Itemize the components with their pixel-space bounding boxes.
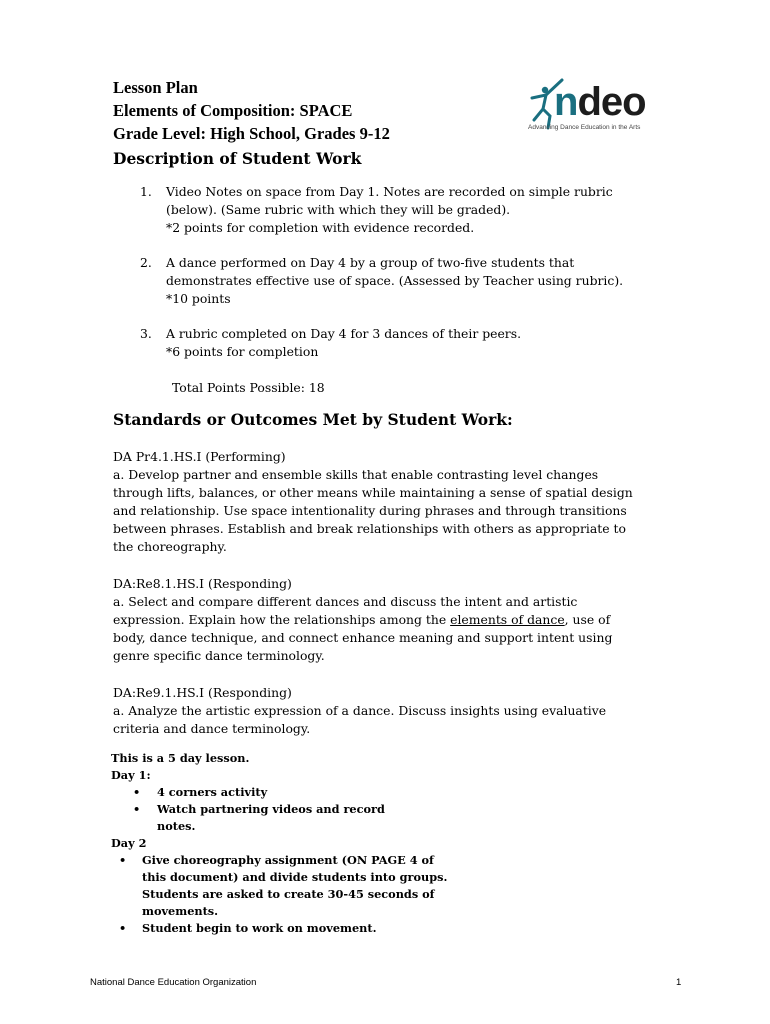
- logo-wordmark-rest: deo: [577, 80, 646, 124]
- list-item: [111, 852, 447, 920]
- list-item-line: demonstrates effective use of space. (Assessed by Teacher using rubric).: [166, 273, 624, 288]
- list-item-line: movements.: [142, 904, 219, 918]
- list-item-line: *10 points: [166, 291, 231, 306]
- standard-code: DA Pr4.1.HS.I (Performing): [113, 449, 286, 464]
- list-item-line: A dance performed on Day 4 by a group of two-five students that: [166, 255, 575, 270]
- standard-code: DA:Re9.1.HS.I (Responding): [113, 685, 292, 700]
- standard-line-text: , use of: [564, 612, 611, 627]
- standard-line: and relationship. Use space intentionality during phrases and through transitions: [113, 503, 627, 518]
- day-1-label: Day 1:: [111, 768, 151, 782]
- list-item: [140, 254, 660, 308]
- day-2-label: Day 2: [111, 836, 147, 850]
- footer-organization: National Dance Education Organization: [90, 977, 257, 988]
- list-item: [111, 784, 447, 801]
- standard-line: through lifts, balances, or other means while maintaining a sense of spatial design: [113, 485, 633, 500]
- standard-responding-re8: [113, 575, 653, 665]
- standard-code: DA:Re8.1.HS.I (Responding): [113, 576, 292, 591]
- standard-line: between phrases. Establish and break relationships with others as appropriate to: [113, 521, 626, 536]
- page-number: 1: [676, 977, 682, 988]
- list-item-line: (below). (Same rubric with which they will be graded).: [166, 202, 511, 217]
- standard-line: the choreography.: [113, 539, 227, 554]
- elements-of-dance-link[interactable]: elements of dance: [450, 612, 565, 627]
- description-title: Description of Student Work: [113, 149, 362, 168]
- list-item: [140, 183, 660, 237]
- lesson-outline: [111, 750, 447, 937]
- bullet-icon: •: [119, 853, 127, 867]
- list-item: [111, 920, 447, 937]
- list-item-number: 2.: [140, 255, 152, 270]
- standard-line: a. Analyze the artistic expression of a dance. Discuss insights using evaluative: [113, 703, 607, 718]
- standard-line: body, dance technique, and connect enhance meaning and support intent using: [113, 630, 613, 645]
- standards-title: Standards or Outcomes Met by Student Work:: [113, 410, 513, 429]
- list-item-line: *6 points for completion: [166, 344, 319, 359]
- list-item-number: 1.: [140, 184, 152, 199]
- list-item-line: A rubric completed on Day 4 for 3 dances of their peers.: [166, 326, 522, 341]
- total-points: Total Points Possible: 18: [172, 380, 325, 395]
- list-item-line: Watch partnering videos and record: [157, 802, 385, 816]
- list-item-number: 3.: [140, 326, 152, 341]
- logo-wordmark: [554, 80, 646, 124]
- standard-line-text: expression. Explain how the relationships among the: [113, 612, 451, 627]
- list-item-line: Students are asked to create 30-45 seconds of: [142, 887, 435, 901]
- standard-responding-re9: [113, 684, 653, 738]
- lesson-intro: This is a 5 day lesson.: [111, 751, 250, 765]
- header-line-lesson-plan: Lesson Plan: [113, 78, 198, 97]
- document-header: [113, 76, 390, 145]
- standard-line: a. Develop partner and ensemble skills that enable contrasting level changes: [113, 467, 599, 482]
- list-item-line: notes.: [157, 819, 196, 833]
- list-item: [140, 325, 660, 361]
- list-item-line: Video Notes on space from Day 1. Notes are recorded on simple rubric: [166, 184, 613, 199]
- standard-line: genre specific dance terminology.: [113, 648, 325, 663]
- standard-line: a. Select and compare different dances and discuss the intent and artistic: [113, 594, 578, 609]
- standard-line: criteria and dance terminology.: [113, 721, 311, 736]
- list-item-line: Student begin to work on movement.: [142, 921, 377, 935]
- list-item-line: *2 points for completion with evidence recorded.: [166, 220, 475, 235]
- logo-wordmark-n: n: [554, 80, 578, 124]
- list-item-line: this document) and divide students into groups.: [142, 870, 448, 884]
- header-line-grade: Grade Level: High School, Grades 9-12: [113, 124, 390, 143]
- standard-line: [113, 611, 653, 629]
- list-item: [111, 801, 447, 835]
- logo-tagline: Advancing Dance Education in the Arts: [528, 124, 641, 131]
- bullet-icon: •: [119, 921, 127, 935]
- ndeo-logo: [520, 76, 670, 136]
- header-line-elements: Elements of Composition: SPACE: [113, 101, 353, 120]
- description-list: [140, 183, 660, 378]
- standard-performing: [113, 448, 653, 556]
- bullet-icon: •: [133, 785, 141, 799]
- list-item-line: Give choreography assignment (ON PAGE 4 of: [142, 853, 434, 867]
- list-item-line: 4 corners activity: [157, 785, 268, 799]
- bullet-icon: •: [133, 802, 141, 816]
